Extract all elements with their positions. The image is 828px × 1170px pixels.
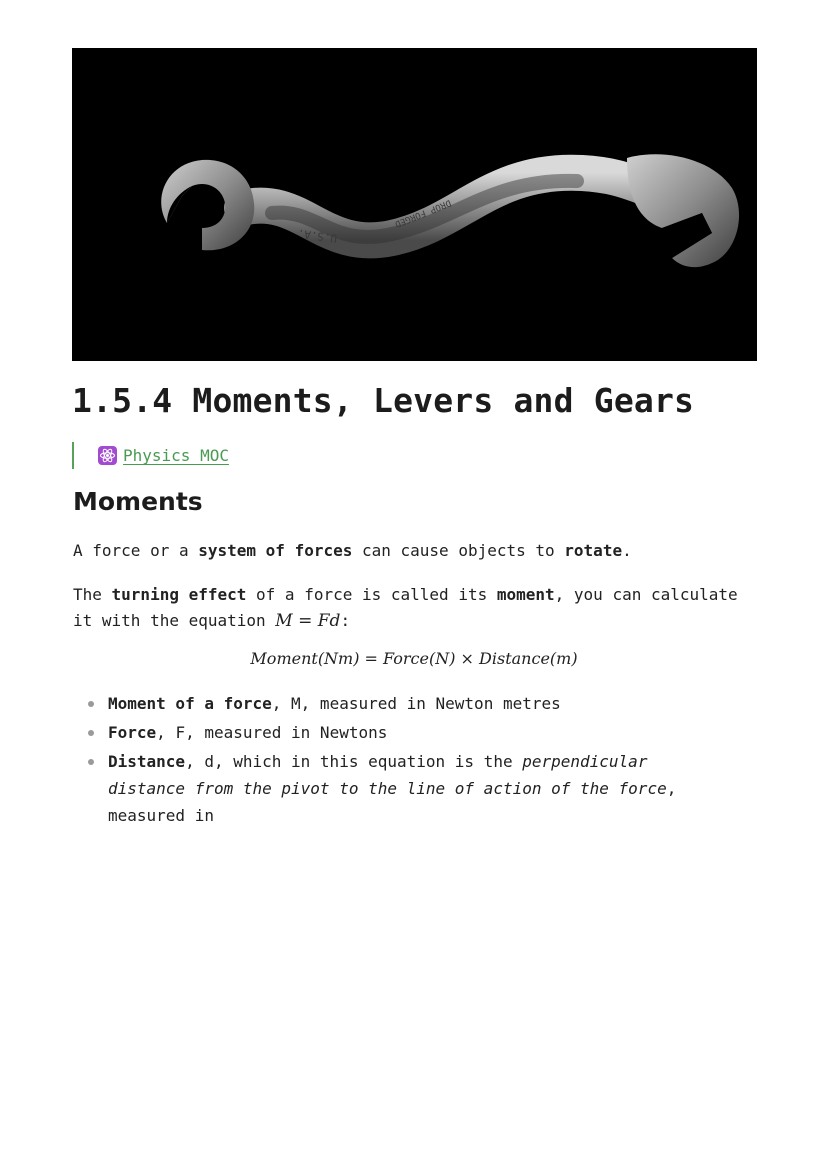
physics-moc-link[interactable] bbox=[98, 446, 229, 465]
eq-distance: Distance(m) bbox=[479, 649, 578, 668]
atom-icon bbox=[98, 446, 117, 465]
page-title: 1.5.4 Moments, Levers and Gears bbox=[72, 381, 695, 420]
list-item bbox=[88, 748, 728, 829]
list-item bbox=[88, 719, 728, 746]
bold-text: rotate bbox=[564, 541, 623, 560]
eq-moment: Moment(Nm) bbox=[250, 649, 360, 668]
moment-equation bbox=[0, 649, 828, 668]
text: : bbox=[340, 611, 351, 630]
physics-moc-link-label: Physics MOC bbox=[123, 446, 229, 465]
bold-text: system of forces bbox=[198, 541, 353, 560]
paragraph-forces bbox=[73, 538, 763, 564]
text: , measured in bbox=[108, 779, 677, 825]
callout-block bbox=[72, 442, 229, 469]
wrench-illustration bbox=[72, 48, 757, 361]
definitions-list bbox=[88, 690, 728, 831]
bold-text: moment bbox=[496, 585, 555, 604]
text: , d, which in this equation is the bbox=[185, 752, 523, 771]
text: , M, measured in Newton metres bbox=[271, 694, 561, 713]
text: of a force is called its bbox=[246, 585, 497, 604]
engraving-drop-forged: DROP FORGED bbox=[393, 197, 453, 229]
eq-equals: = bbox=[359, 649, 384, 668]
bold-text: turning effect bbox=[111, 585, 247, 604]
italic-text: perpendicular distance from the pivot to the line of action of the force bbox=[108, 752, 667, 798]
text: can cause objects to bbox=[352, 541, 565, 560]
wrench-image bbox=[72, 48, 757, 361]
bold-text: Distance bbox=[108, 752, 186, 771]
inline-math: M = Fd bbox=[275, 611, 341, 631]
eq-force: Force(N) bbox=[383, 649, 456, 668]
text: A force or a bbox=[73, 541, 199, 560]
bold-text: Moment of a force bbox=[108, 694, 272, 713]
section-heading-moments: Moments bbox=[73, 487, 203, 516]
paragraph-moment bbox=[73, 582, 763, 634]
text: , you can calculate it with the equation bbox=[73, 585, 738, 630]
text: , F, measured in Newtons bbox=[156, 723, 388, 742]
list-item bbox=[88, 690, 728, 717]
bold-text: Force bbox=[108, 723, 157, 742]
text: . bbox=[622, 541, 632, 560]
text: The bbox=[73, 585, 112, 604]
engraving-usa: U.S.A. bbox=[296, 226, 338, 246]
eq-times: × bbox=[455, 649, 480, 668]
